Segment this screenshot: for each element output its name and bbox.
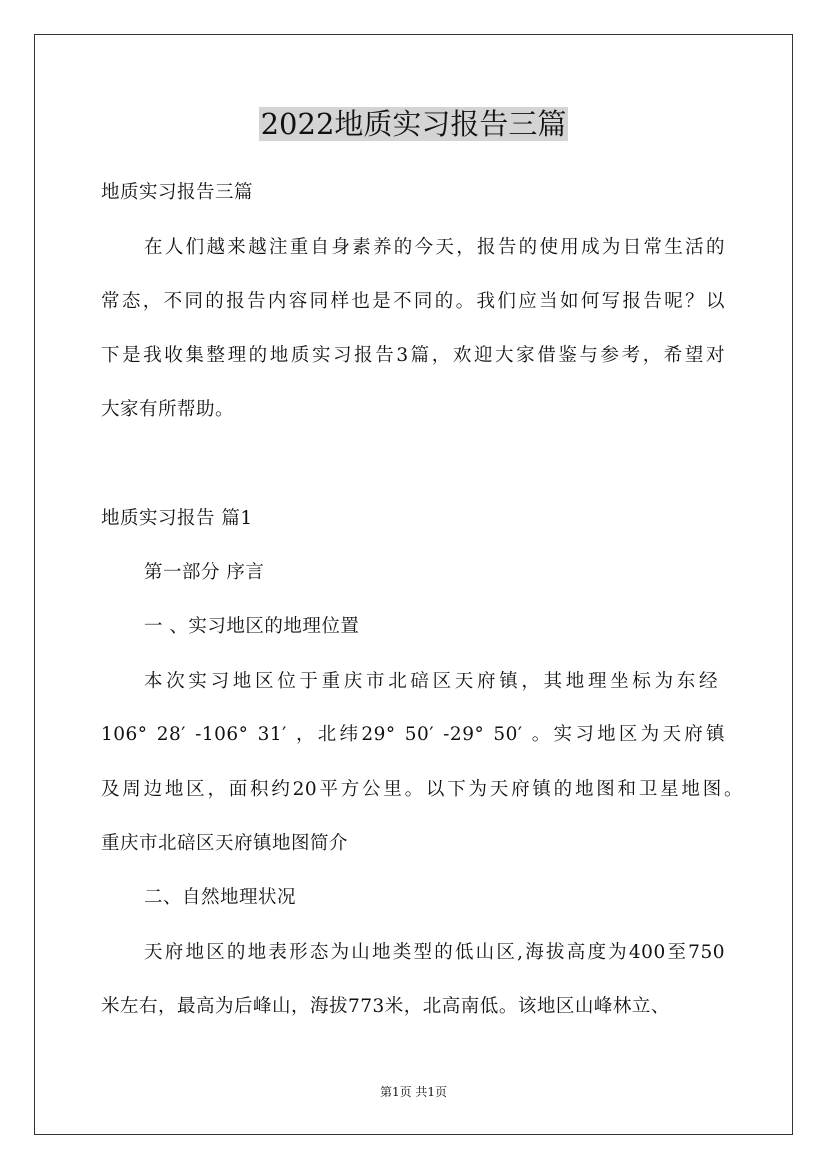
subheading-location: 一 、实习地区的地理位置 [144, 616, 360, 637]
body-line-1: 本次实习地区位于重庆市北碚区天府镇，其地理坐标为东经 [144, 671, 718, 692]
page-footer: 第1页 共1页 [379, 1085, 448, 1099]
body-line-4: 天府地区的地表形态为山地类型的低山区,海拔高度为400至750 [144, 942, 725, 963]
body-line-5: 米左右，最高为后峰山，海拔773米，北高南低。该地区山峰林立、 [101, 996, 670, 1017]
intro-line-4: 大家有所帮助。 [101, 399, 235, 420]
document-title [0, 104, 827, 144]
intro-line-1: 在人们越来越注重自身素养的今天，报告的使用成为日常生活的 [144, 237, 725, 258]
intro-line-3: 下是我收集整理的地质实习报告3篇，欢迎大家借鉴与参考，希望对 [101, 345, 725, 366]
subheading-natural-geography: 二、自然地理状况 [144, 887, 297, 908]
intro-line-2: 常态，不同的报告内容同样也是不同的。我们应当如何写报告呢？以 [101, 291, 725, 312]
subtitle-line: 地质实习报告三篇 [101, 182, 254, 203]
body-line-2: 106° 28′ -106° 31′ ，北纬29° 50′ -29° 50′ 。实习地区为天府镇 [101, 724, 725, 745]
map-caption: 重庆市北碚区天府镇地图简介 [101, 833, 349, 854]
document-title-text: 2022地质实习报告三篇 [260, 107, 567, 141]
body-line-3: 及周边地区，面积约20平方公里。以下为天府镇的地图和卫星地图。 [101, 779, 743, 800]
part-heading-preface: 第一部分 序言 [144, 562, 265, 583]
section-heading-part-1: 地质实习报告 篇1 [101, 508, 253, 529]
